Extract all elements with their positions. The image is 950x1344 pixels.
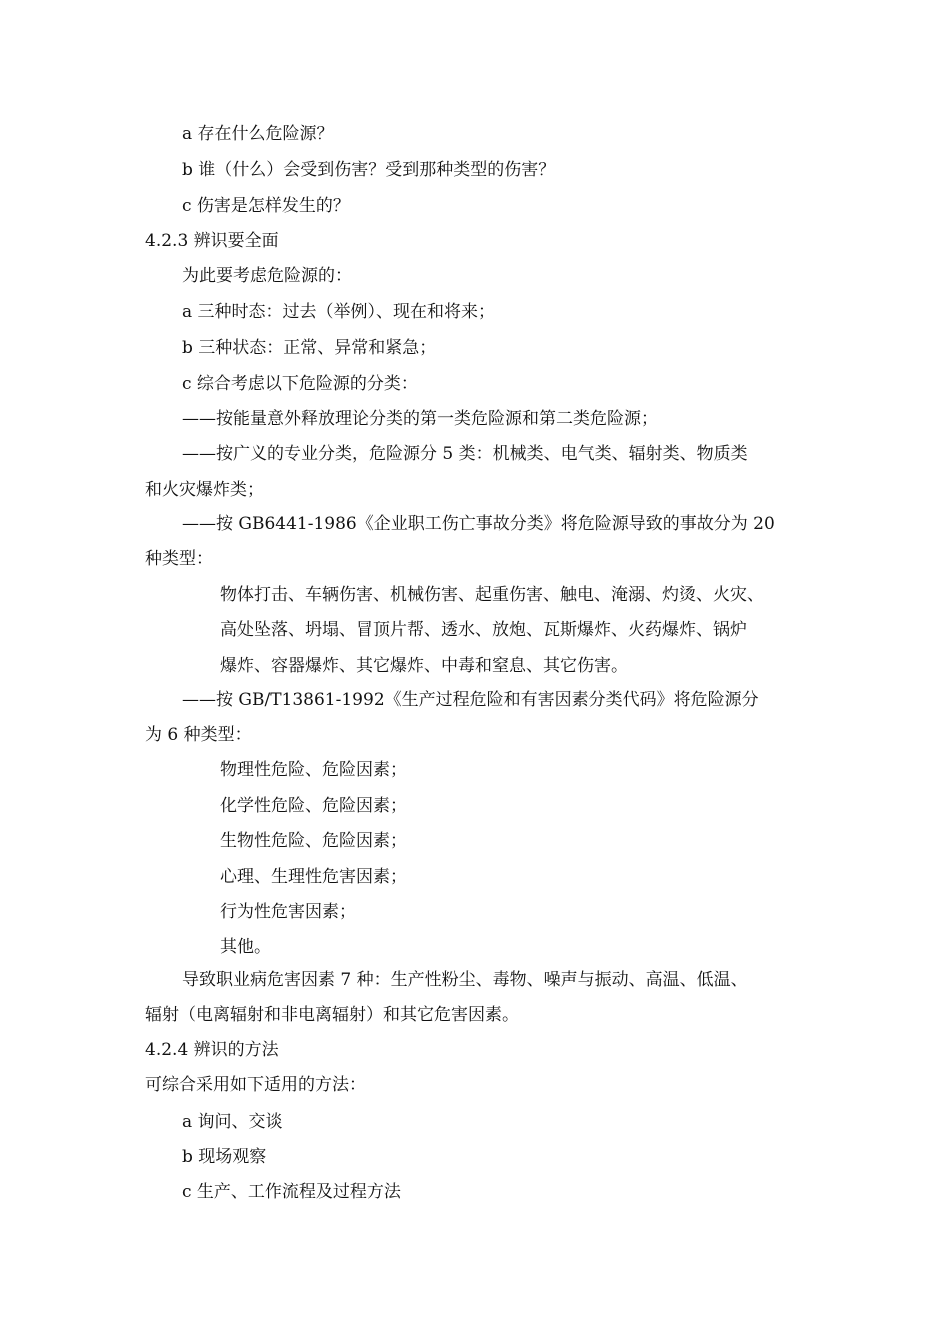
hazard-type-behavioral: 行为性危害因素； bbox=[220, 902, 356, 922]
dash-item-gb6441: ——按 GB6441-1986《企业职工伤亡事故分类》将危险源导致的事故分为 20 bbox=[182, 514, 775, 534]
dash-item-gb6441-cont: 种类型： bbox=[145, 549, 213, 569]
dash-item-professional-classification-cont: 和火灾爆炸类； bbox=[145, 480, 264, 500]
method-item-observation: b 现场观察 bbox=[182, 1147, 267, 1167]
dash-item-gbt13861-cont: 为 6 种类型： bbox=[145, 725, 252, 745]
dash-item-energy-theory: ——按能量意外释放理论分类的第一类危险源和第二类危险源； bbox=[182, 409, 658, 429]
paragraph-intro: 为此要考虑危险源的： bbox=[182, 266, 352, 286]
hazard-type-other: 其他。 bbox=[220, 937, 271, 957]
list-item-classification: c 综合考虑以下危险源的分类： bbox=[182, 374, 418, 394]
method-item-process: c 生产、工作流程及过程方法 bbox=[182, 1182, 401, 1202]
list-item-c-how-harm-occurs: c 伤害是怎样发生的？ bbox=[182, 196, 350, 216]
list-item-three-states: b 三种状态：正常、异常和紧急； bbox=[182, 338, 437, 358]
paragraph-methods-intro: 可综合采用如下适用的方法： bbox=[145, 1075, 366, 1095]
list-item-a-what-hazards: a 存在什么危险源？ bbox=[182, 124, 334, 144]
hazard-type-psychological: 心理、生理性危害因素； bbox=[220, 867, 407, 887]
dash-item-gbt13861: ——按 GB/T13861-1992《生产过程危险和有害因素分类代码》将危险源分 bbox=[182, 690, 759, 710]
accident-types-line-3: 爆炸、容器爆炸、其它爆炸、中毒和窒息、其它伤害。 bbox=[220, 656, 628, 676]
paragraph-occupational-hazards-cont: 辐射（电离辐射和非电离辐射）和其它危害因素。 bbox=[145, 1005, 519, 1025]
list-item-three-tenses: a 三种时态：过去（举例）、现在和将来； bbox=[182, 302, 496, 322]
list-item-b-who-harmed: b 谁（什么）会受到伤害？受到那种类型的伤害？ bbox=[182, 160, 556, 180]
dash-item-professional-classification: ——按广义的专业分类，危险源分 5 类：机械类、电气类、辐射类、物质类 bbox=[182, 444, 748, 464]
hazard-type-chemical: 化学性危险、危险因素； bbox=[220, 796, 407, 816]
accident-types-line-2: 高处坠落、坍塌、冒顶片帮、透水、放炮、瓦斯爆炸、火药爆炸、锅炉 bbox=[220, 620, 747, 640]
paragraph-occupational-hazards: 导致职业病危害因素 7 种：生产性粉尘、毒物、噪声与振动、高温、低温、 bbox=[182, 970, 748, 990]
accident-types-line-1: 物体打击、车辆伤害、机械伤害、起重伤害、触电、淹溺、灼烫、火灾、 bbox=[220, 585, 764, 605]
method-item-inquiry: a 询问、交谈 bbox=[182, 1112, 283, 1132]
hazard-type-biological: 生物性危险、危险因素； bbox=[220, 831, 407, 851]
hazard-type-physical: 物理性危险、危险因素； bbox=[220, 760, 407, 780]
section-heading-4-2-4: 4.2.4 辨识的方法 bbox=[145, 1040, 279, 1060]
section-heading-4-2-3: 4.2.3 辨识要全面 bbox=[145, 231, 279, 251]
